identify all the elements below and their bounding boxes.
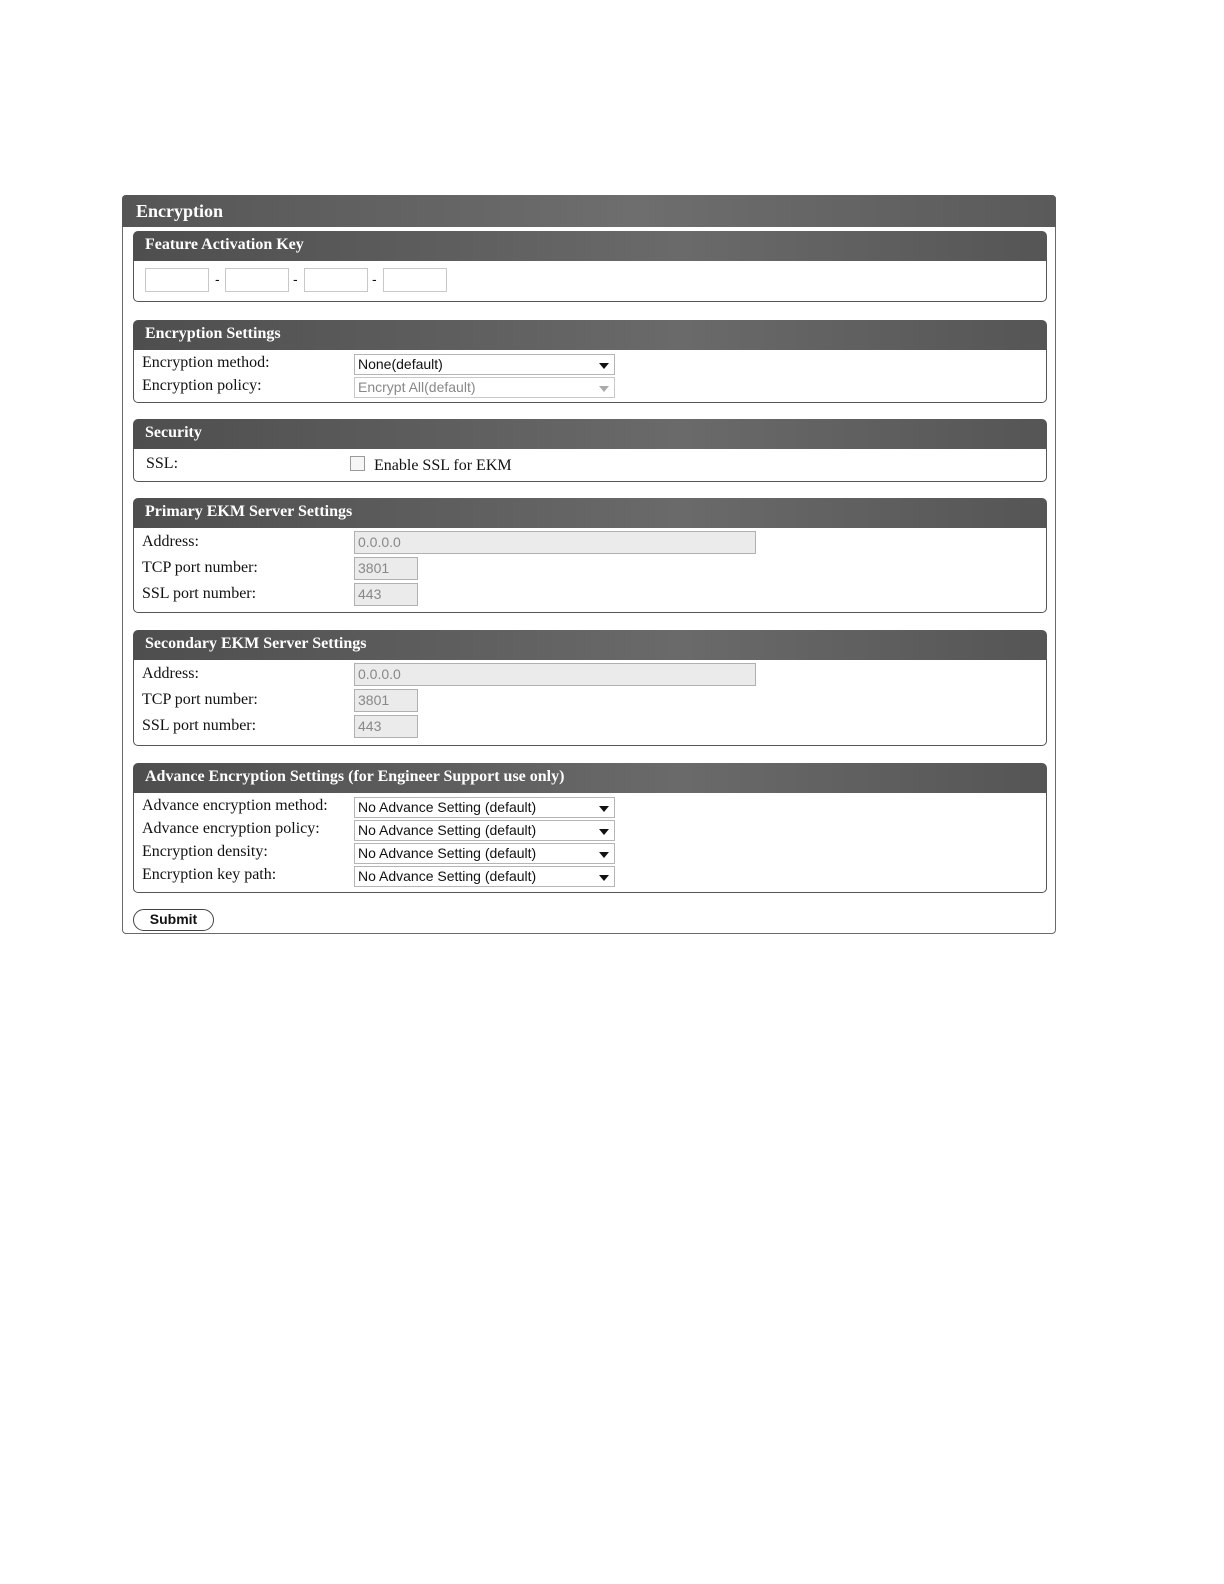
section-title: Feature Activation Key	[145, 236, 304, 253]
primary-ssl-port-label: SSL port number:	[142, 585, 257, 602]
encryption-panel	[122, 195, 1056, 934]
encryption-key-path-select[interactable]	[354, 866, 615, 887]
key-separator: -	[372, 271, 377, 287]
advance-policy-label: Advance encryption policy:	[142, 820, 320, 837]
activation-key-field-3[interactable]	[304, 268, 368, 292]
encryption-settings-section	[133, 320, 1047, 403]
section-header	[133, 630, 1047, 660]
encryption-key-path-label: Encryption key path:	[142, 866, 277, 883]
secondary-address-input[interactable]: 0.0.0.0	[354, 663, 756, 686]
section-body	[133, 660, 1047, 746]
chevron-down-icon	[599, 875, 609, 881]
select-value: No Advance Setting (default)	[358, 799, 537, 815]
section-title: Secondary EKM Server Settings	[145, 635, 367, 652]
submit-button[interactable]: Submit	[133, 909, 214, 931]
activation-key-field-4[interactable]	[383, 268, 447, 292]
primary-address-label: Address:	[142, 533, 199, 550]
secondary-ekm-section	[133, 630, 1047, 746]
encryption-policy-label: Encryption policy:	[142, 377, 262, 394]
encryption-policy-select	[354, 377, 615, 398]
section-body	[133, 261, 1047, 302]
section-title: Encryption Settings	[145, 325, 281, 342]
encryption-method-label: Encryption method:	[142, 354, 270, 371]
select-value: No Advance Setting (default)	[358, 868, 537, 884]
advance-policy-select[interactable]	[354, 820, 615, 841]
secondary-address-label: Address:	[142, 665, 199, 682]
activation-key-field-2[interactable]	[225, 268, 289, 292]
feature-activation-key-section	[133, 231, 1047, 302]
enable-ssl-label: Enable SSL for EKM	[374, 457, 512, 474]
section-title: Advance Encryption Settings (for Engineer Support use only)	[145, 768, 565, 785]
section-header	[133, 320, 1047, 350]
advance-method-select[interactable]	[354, 797, 615, 818]
key-separator: -	[293, 271, 298, 287]
section-header	[133, 763, 1047, 793]
section-title: Primary EKM Server Settings	[145, 503, 353, 520]
primary-ekm-section	[133, 498, 1047, 613]
select-value: Encrypt All(default)	[358, 379, 476, 395]
section-header	[133, 231, 1047, 261]
primary-tcp-label: TCP port number:	[142, 559, 258, 576]
encryption-density-label: Encryption density:	[142, 843, 268, 860]
chevron-down-icon	[599, 806, 609, 812]
secondary-tcp-input[interactable]: 3801	[354, 689, 418, 712]
activation-key-field-1[interactable]	[145, 268, 209, 292]
primary-address-input[interactable]: 0.0.0.0	[354, 531, 756, 554]
chevron-down-icon	[599, 829, 609, 835]
section-body	[133, 793, 1047, 893]
section-title: Security	[145, 424, 202, 441]
security-section	[133, 419, 1047, 482]
enable-ssl-checkbox[interactable]	[350, 456, 365, 471]
secondary-ssl-port-label: SSL port number:	[142, 717, 257, 734]
primary-tcp-input[interactable]: 3801	[354, 557, 418, 580]
encryption-density-select[interactable]	[354, 843, 615, 864]
panel-title: Encryption	[136, 201, 224, 221]
chevron-down-icon	[599, 386, 609, 392]
section-body	[133, 449, 1047, 482]
chevron-down-icon	[599, 852, 609, 858]
section-header	[133, 498, 1047, 528]
chevron-down-icon	[599, 363, 609, 369]
section-body	[133, 350, 1047, 403]
encryption-method-select[interactable]	[354, 354, 615, 375]
select-value: No Advance Setting (default)	[358, 845, 537, 861]
key-separator: -	[215, 271, 220, 287]
panel-header	[122, 195, 1056, 227]
advance-encryption-section	[133, 763, 1047, 893]
section-body	[133, 528, 1047, 613]
select-value: None(default)	[358, 356, 443, 372]
advance-method-label: Advance encryption method:	[142, 797, 328, 814]
secondary-tcp-label: TCP port number:	[142, 691, 258, 708]
select-value: No Advance Setting (default)	[358, 822, 537, 838]
secondary-ssl-port-input[interactable]: 443	[354, 715, 418, 738]
primary-ssl-port-input[interactable]: 443	[354, 583, 418, 606]
ssl-label: SSL:	[146, 455, 179, 472]
section-header	[133, 419, 1047, 449]
